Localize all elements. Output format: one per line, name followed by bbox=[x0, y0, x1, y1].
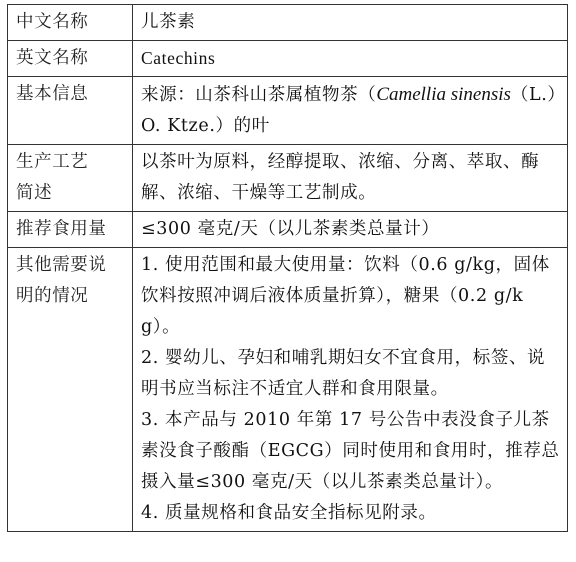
value-chinese-name: 儿茶素 bbox=[133, 5, 568, 41]
label-chinese-name: 中文名称 bbox=[8, 5, 133, 41]
label-other-notes-line1: 其他需要说 bbox=[16, 255, 107, 275]
label-other-notes bbox=[8, 248, 133, 532]
value-recommended-intake: ≤300 毫克/天（以儿茶素类总量计） bbox=[133, 212, 568, 248]
label-other-notes-line2: 明的情况 bbox=[16, 286, 89, 306]
basic-info-latin-name: Camellia sinensis bbox=[376, 84, 511, 105]
table-row-basic-info bbox=[8, 77, 568, 145]
label-process-line1: 生产工艺 bbox=[16, 152, 89, 172]
basic-info-suffix: （L.）O. Ktze.）的叶 bbox=[141, 85, 557, 136]
label-english-name: 英文名称 bbox=[8, 41, 133, 77]
value-other-notes bbox=[133, 248, 568, 532]
basic-info-prefix: 来源：山茶科山茶属植物茶（ bbox=[141, 85, 377, 105]
label-recommended-intake: 推荐食用量 bbox=[8, 212, 133, 248]
table-row-process bbox=[8, 145, 568, 212]
info-table bbox=[7, 4, 568, 532]
label-basic-info: 基本信息 bbox=[8, 77, 133, 145]
list-item: 3. 本产品与 2010 年第 17 号公告中表没食子儿茶素没食子酸酯（EGCG）同时使用和食用时，推荐总摄入量≤300 毫克/天（以儿茶素类总量计）。 bbox=[141, 410, 560, 492]
table-row-recommended-intake bbox=[8, 212, 568, 248]
value-english-name: Catechins bbox=[133, 41, 568, 77]
list-item: 2. 婴幼儿、孕妇和哺乳期妇女不宜食用，标签、说明书应当标注不适宜人群和食用限量。 bbox=[141, 348, 546, 399]
list-item: 1. 使用范围和最大使用量：饮料（0.6 g/kg，固体饮料按照冲调后液体质量折算），糖果（0.2 g/kg）。 bbox=[141, 255, 550, 337]
label-process-line2: 简述 bbox=[16, 183, 53, 203]
table-row-chinese-name bbox=[8, 5, 568, 41]
table-row-other-notes bbox=[8, 248, 568, 532]
label-process bbox=[8, 145, 133, 212]
table-row-english-name bbox=[8, 41, 568, 77]
list-item: 4. 质量规格和食品安全指标见附录。 bbox=[141, 503, 437, 523]
value-process: 以茶叶为原料，经醇提取、浓缩、分离、萃取、酶解、浓缩、干燥等工艺制成。 bbox=[133, 145, 568, 212]
value-basic-info bbox=[133, 77, 568, 145]
